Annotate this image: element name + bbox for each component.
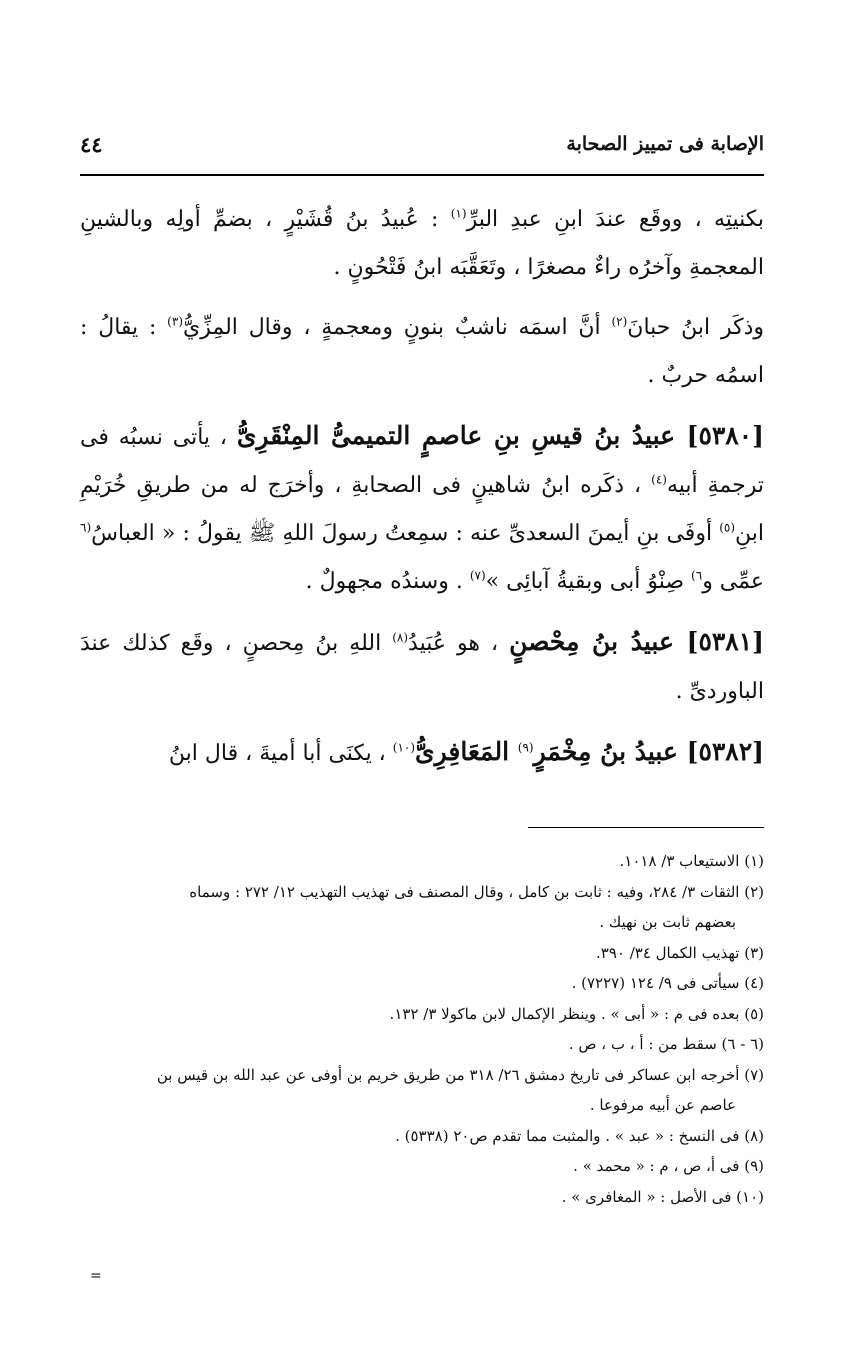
entry-5381 — [80, 618, 764, 716]
text-run: بكنيتِه ، ووقَع عندَ ابنِ عبدِ البرِّ — [466, 207, 764, 232]
running-title: الإصابة فى تمييز الصحابة — [566, 133, 764, 155]
footnote — [80, 846, 764, 877]
footnote-text: (٣) تهذيب الكمال ٣٤/ ٣٩٠. — [595, 943, 764, 962]
footnote-text: (٦ - ٦) سقط من : أ ، ب ، ص . — [568, 1035, 764, 1053]
footnote-ref: (٣) — [167, 314, 183, 329]
footnote-ref: (٥) — [719, 520, 736, 535]
text-run: وذكَر ابنُ حبانَ — [627, 315, 764, 340]
header-rule — [80, 174, 764, 176]
margin-mark: = — [90, 1268, 102, 1284]
text-run: ، ذكَره ابنُ شاهينٍ فى الصحابةِ ، وأخرَج له من طريقِ خُرَيْمِ ابنِ — [80, 473, 764, 546]
entry-number: [٥٣٨١ — [698, 627, 765, 656]
paragraph — [80, 304, 764, 400]
text-run: صِنْوُ أبى وبقيةُ آبائِى » — [485, 569, 692, 594]
footnote — [80, 1121, 764, 1152]
entry-number: [٥٣٨٢ — [698, 737, 764, 766]
footnote-text: (٢) الثقات ٣/ ٢٨٤، وفيه : ثابت بن كامل ، وقال المصنف فى تهذيب التهذيب ١٢/ ٢٧٢ : وسماه — [189, 882, 764, 901]
footnote-text: (٤) سيأتى فى ٩/ ١٢٤ (٧٢٢٧) . — [571, 974, 764, 992]
footnote — [80, 1029, 764, 1060]
entry-number: [٥٣٨٠ — [698, 421, 764, 450]
footnote-ref: (٨) — [392, 630, 409, 645]
footnote-continuation: عاصم عن أبيه مرفوعا . — [589, 1096, 736, 1114]
footnote — [80, 968, 764, 999]
footnote — [80, 877, 764, 938]
footnote — [80, 1151, 764, 1182]
footnote-ref: (٧) — [469, 568, 486, 583]
footnote-ref: (٦ — [80, 520, 92, 535]
footnote-ref: (٢) — [611, 314, 628, 329]
text-run: : يقالُ : اسمُه حربٌ . — [80, 315, 764, 388]
text-run: . وسندُه مجهولٌ . — [305, 569, 470, 594]
text-run: عمِّى و — [702, 569, 764, 594]
footnote — [80, 938, 764, 969]
footnote-text: (١) الاستيعاب ٣/ ١٠١٨. — [619, 852, 764, 870]
footnote-ref: ٦) — [691, 568, 703, 583]
entry-name: ] عبيدُ بنُ مِحْصنٍ — [509, 627, 699, 656]
footnotes — [80, 846, 764, 1212]
footnote-text: (٨) فى النسخ : « عبد » . والمثبت مما تقدم ص٢٠ (٥٣٣٨) . — [395, 1126, 764, 1145]
text-run: ، يكنَى أبا أميةَ ، قال ابنُ — [168, 741, 393, 766]
footnote-text: (١٠) فى الأصل : « المغافرى » . — [561, 1187, 764, 1206]
text-run: ، يأتى نسبُه فى ترجمةِ أبيه — [80, 425, 764, 498]
text-run: أنَّ اسمَه ناشبٌ بنونٍ ومعجمةٍ ، وقال المِزِّيُّ — [183, 315, 612, 340]
page-number: ٤٤ — [80, 131, 103, 157]
entry-5380 — [80, 412, 764, 606]
text-run: ، هو عُبَيدُ — [408, 631, 510, 656]
main-text — [80, 196, 764, 790]
text-run: أوفَى بنِ أيمنَ السعدىِّ عنه : سمِعتُ رسولَ اللهِ ﷺ يقولُ : « العباسُ — [91, 521, 720, 546]
footnote-ref: (٤) — [651, 472, 667, 487]
footnote-ref: (١) — [450, 206, 467, 221]
footnote-rule — [528, 827, 764, 828]
entry-name: المَعَافِرِىُّ — [415, 737, 518, 766]
footnote-text: (٩) فى أ، ص ، م : « محمد » . — [573, 1157, 764, 1175]
footnote — [80, 999, 764, 1030]
entry-name: ] عبيدُ بنُ مِخْمَرٍ — [533, 737, 699, 766]
text-run: اللهِ بنُ مِحصنٍ ، وقَع كذلك عندَ الباوردىِّ . — [80, 631, 764, 704]
footnote-continuation: بعضهم ثابت بن نهيك . — [599, 913, 736, 931]
page-content — [80, 0, 764, 1359]
footnote — [80, 1182, 764, 1213]
entry-name: ] عبيدُ بنُ قيسِ بنِ عاصمٍ التميمىُّ المِنْقَرِىُّ — [236, 421, 699, 450]
text-run: : عُبيدُ بنُ قُشَيْرٍ ، بضمِّ أولِه وبالشينِ المعجمةِ وآخرُه راءٌ مصغرًا ، وتَعَقَّبَه ابنُ فَتْحُونٍ . — [80, 207, 764, 280]
footnote-ref: (٩) — [517, 740, 534, 755]
footnote-ref: (١٠) — [392, 740, 416, 755]
page-header — [80, 126, 764, 162]
paragraph — [80, 196, 764, 292]
footnote-text: (٧) أخرجه ابن عساكر فى تاريخ دمشق ٢٦/ ٣١٨ من طريق خريم بن أوفى عن عبد الله بن قيس بن — [156, 1065, 764, 1084]
footnote — [80, 1060, 764, 1121]
entry-5382 — [80, 728, 764, 778]
footnote-text: (٥) بعده فى م : « أبى » . وينظر الإكمال لابن ماكولا ٣/ ١٣٢. — [389, 1004, 764, 1023]
